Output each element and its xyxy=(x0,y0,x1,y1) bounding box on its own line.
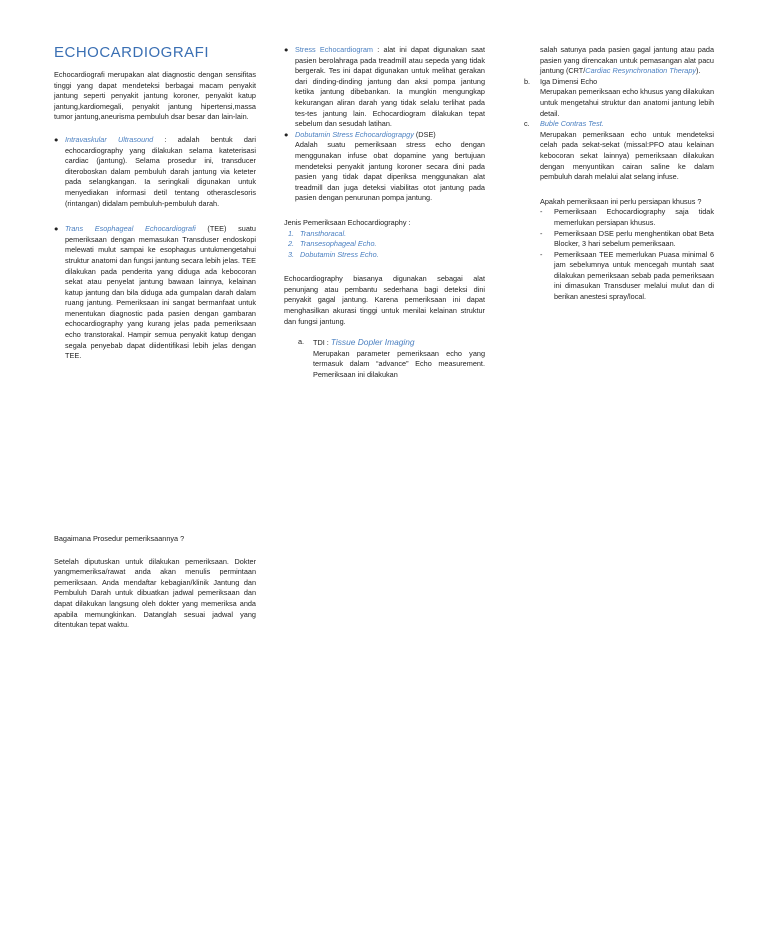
tee-bullet xyxy=(54,224,256,362)
list-item: 3. Dobutamin Stress Echo. xyxy=(288,249,379,259)
tdi-item xyxy=(296,337,485,380)
support-paragraph: Echocardiography biasanya digunakan sebagai alat penunjang atau pembantu sederhana bagi deteksi dini penyakit gagal jantung. Karena pemeriksaan ini dapat menghasilkan akurasi tinggi untuk menilai kelainan struktur dan fungsi jantung. xyxy=(284,274,485,326)
iga-marker: b. xyxy=(524,76,531,86)
ivus-term: Intravaskular Ultrasound xyxy=(65,134,154,144)
buble-marker: c. xyxy=(524,119,530,129)
list-item: 1. Transthoracal. xyxy=(288,228,347,238)
iga-term: Iga Dimensi Echo xyxy=(540,76,598,86)
list-item: 2. Transesophageal Echo. xyxy=(288,239,377,249)
dse-abbr: (DSE) xyxy=(415,129,436,139)
tdi-continuation: salah satunya pada pasien gagal jantung atau pada pasien yang direncakan untuk pemasangan alat pacu jantung (CRT/Cardiac Resynchronation Therapy). xyxy=(540,45,714,76)
dse-text: Adalah suatu pemeriksaan stress echo dengan menggunakan infuse obat dopamine yang bertujuan mendeteksi penyakit jantung koroner secara dini pada pasien yang tidak dapat diperiksa menggunakan alat treadmill dan juga deteksi viabilitas otot jantung pada pasien dengan penurunan pompa jantung. xyxy=(295,140,485,203)
buble-term: Buble Contras Test. xyxy=(540,119,604,129)
list-item: - Pemeriksaan DSE perlu menghentikan obat Beta Blocker, 3 hari sebelum pemeriksaan. xyxy=(540,228,714,249)
tee-term: Trans Esophageal Echocardiografi xyxy=(65,224,196,234)
tdi-marker: a. xyxy=(298,337,305,347)
ivus-text: : adalah bentuk dari echocardiography yang dilakukan selama kateterisasi cardiac (jantung). Selama prosedur ini, transducer diteroboskan dalam pembuluh darah jantung via keteter pada selangkangan. Ia seringkali digunakan untuk menyediakan informasi detil tentang otherasclesoris (rintangan) didalam pembuluh-pembuluh darah. xyxy=(65,134,256,208)
document-title: ECHOCARDIOGRAFI xyxy=(54,44,210,61)
list-item: - Pemeriksaan Echocardiography saja tidak memerlukan persiapan khusus. xyxy=(540,207,714,227)
bullet-icon: ● xyxy=(284,129,289,139)
intro-paragraph: Echocardiografi merupakan alat diagnostic dengan sensifitas tinggi yang dapat mendeteksi berbagai macam penyakit jantung seperti penyakit jantung koroner, penyakit katup jantung,kardiomegali, penyakit jantung hipertensi,massa tumor jantung,aneurisma pembuluh dsar besar dan lain-lain. xyxy=(54,70,256,122)
column-1 xyxy=(54,70,256,371)
buble-text: Merupakan pemeriksaan echo untuk mendeteksi celah pada sekat-sekat (missal:PFO atau kelainan kebocoran sekat lainnya) pemeriksaan dilakukan dengan menyuntikan cairan saline ke dalam pembuluh darah melalui alat selang infuse. xyxy=(540,129,714,182)
column-3 xyxy=(522,45,714,303)
iga-text: Merupakan pemeriksaan echo khusus yang dilakukan untuk mengetahui struktur dan anatomi jantung lebih detail. xyxy=(540,87,715,118)
types-heading: Jenis Pemeriksaan Echocardiography : xyxy=(284,217,411,227)
stress-term: Stress Echocardiogram xyxy=(295,45,374,54)
bullet-icon: ● xyxy=(54,224,59,234)
list-item: - Pemeriksaan TEE memerlukan Puasa minimal 6 jam sebelumnya untuk mencegah muntah saat dilakukan pemeriksaan sebab pada pemeriksaan ini dimasukan Transduser melalui mulut dan di berikan anestesi spray/local. xyxy=(540,249,714,302)
stress-text: : alat ini dapat digunakan saat pasien berolahraga pada treadmill atau sepeda yang tidak bergerak. Tes ini dapat digunakan untuk melihat gerakan dari dinding-dinding jantung dan aksi pompa jantung ketika jantung dibebankan. Ia mungkin mengungkap kekurangan aliran darah yang tidak selalu terlihat pada tes-tes jantung lain. Echocardiogram dilakukan tepat sebelum dan sesudah latihan. xyxy=(295,45,486,129)
tee-text: (TEE) suatu pemeriksaan dengan memasukan Transduser endoskopi melewati mulut sampai ke esophagus untukmengetahui struktur anatomi dan fungsi jantung secara lebih jelas. TEE dilakukan pada penderita yang diduga ada kebocoran sekat atau penyelat jantung bawaan lainnya, kelainan katup jantung dan bila diduga ada gumpalan darah dalam ruang jantung. Pemeriksaan ini sangat bermanfaat untuk menentukan diagnostic pada pasien dengan gambaran echocardiography yang kurang jelas pada pemeriksaan echo transtorakal. Hampir semua penyakit katup dengan segala penyebab dapat diidentifikasi lebih jelas dengan TEE. xyxy=(65,224,256,361)
column-2 xyxy=(284,45,485,381)
buble-item xyxy=(522,119,714,183)
tdi-text: Merupakan parameter pemeriksaan echo yang termasuk dalam “advance” Echo measurement. Pemeriksaan ini dilakukan xyxy=(313,348,485,380)
prep-heading: Apakah pemeriksaan ini perlu persiapan khusus ? xyxy=(540,196,702,206)
stress-bullet xyxy=(284,45,485,130)
ivus-bullet xyxy=(54,135,256,209)
types-list xyxy=(284,229,485,261)
tdi-term: Tissue Dopler Imaging xyxy=(330,337,415,348)
iga-item xyxy=(522,77,714,119)
procedure-text: Setelah diputuskan untuk dilakukan pemeriksaan. Dokter yangmemeriksa/rawat anda akan menulis permintaan pemeriksaan. Anda mendaftar kebagian/klinik Jantung dan Pembuluh Darah untuk dibuatkan jadwal pemeriksaan dan dapat dilakukan langsung oleh dokter yang memeriksa anda apabila memungkinkan. Datanglah sesuai jadwal yang ditentukan tepat waktu. xyxy=(54,556,256,630)
dse-term: Dobutamin Stress Echocardiograpgy xyxy=(295,129,414,139)
tdi-label: TDI : xyxy=(313,338,329,348)
procedure-heading: Bagaimana Prosedur pemeriksaannya ? xyxy=(54,534,185,543)
bullet-icon: ● xyxy=(54,134,59,144)
prep-list xyxy=(522,207,714,302)
dse-bullet xyxy=(284,130,485,204)
bullet-icon: ● xyxy=(284,45,289,54)
procedure-section xyxy=(54,534,256,640)
crt-term: Cardiac Resynchronation Therapy xyxy=(585,66,697,76)
